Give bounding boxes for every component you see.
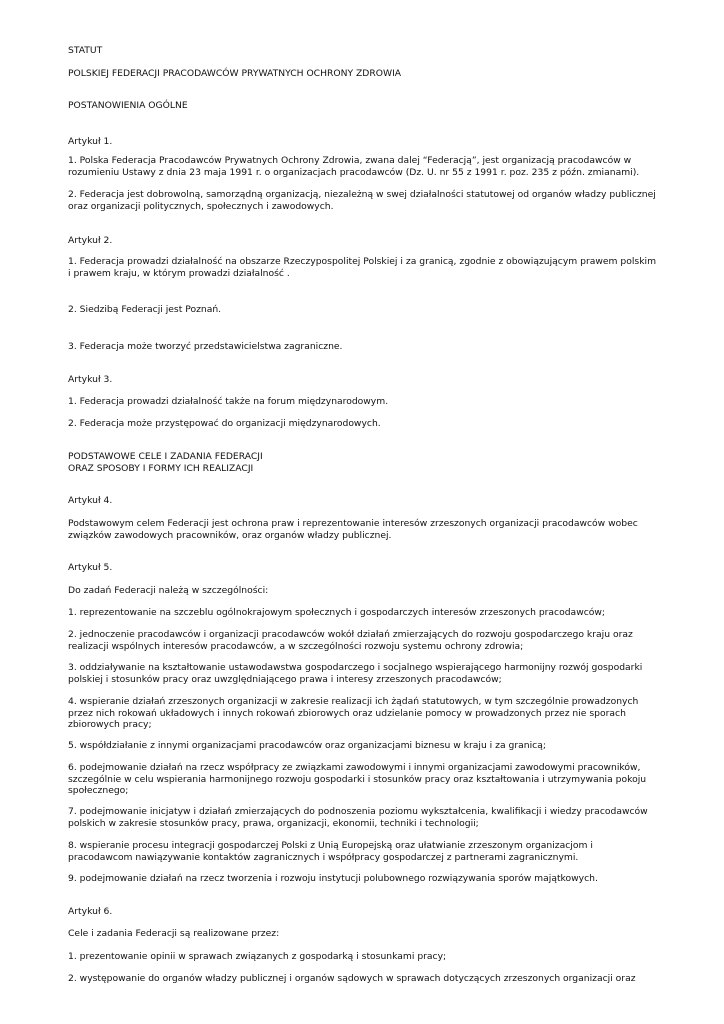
article-6-heading: Artykuł 6. — [68, 906, 113, 917]
article-5-item-7: 7. podejmowanie inicjatyw i działań zmierzających do podnoszenia poziomu wykształcenia, kwalifikacji i wiedzy pracodawców polskich w zakresie stosunków pracy, prawa, organizacji, ekonomii, techniki i technologii; — [68, 806, 648, 829]
article-4-paragraph-1: Podstawowym celem Federacji jest ochrona praw i reprezentowanie interesów zrzeszonych organizacji pracodawców wobec związków zawodowych pracowników, oraz organów władzy publicznej. — [68, 518, 638, 541]
article-3-paragraph-1: 1. Federacja prowadzi działalność także na forum międzynarodowym. — [68, 396, 389, 407]
article-6-intro: Cele i zadania Federacji są realizowane przez: — [68, 928, 280, 939]
article-5-item-1: 1. reprezentowanie na szczeblu ogólnokrajowym społecznych i gospodarczych interesów zrzeszonych pracodawców; — [68, 607, 605, 618]
document-subtitle: POLSKIEJ FEDERACJI PRACODAWCÓW PRYWATNYCH OCHRONY ZDROWIA — [68, 68, 402, 79]
article-6-item-1: 1. prezentowanie opinii w sprawach związanych z gospodarką i stosunkami pracy; — [68, 951, 447, 962]
article-3-heading: Artykuł 3. — [68, 374, 113, 385]
article-5-item-4: 4. wspieranie działań zrzeszonych organizacji w zakresie realizacji ich żądań statutowych, w tym szczególnie prowadzonych przez nich rokowań układowych i innych rokowań zbiorowych oraz udzielanie pomocy w prowadzonych przez nie sporach zbiorowych pracy; — [68, 696, 639, 730]
section-heading-goals-line-1: PODSTAWOWE CELE I ZADANIA FEDERACJI — [68, 451, 263, 462]
article-1-paragraph-2: 2. Federacja jest dobrowolną, samorządną organizacją, niezależną w swej działalności statutowej od organów władzy publicznej oraz organizacji politycznych, społecznych i zawodowych. — [68, 189, 656, 212]
section-heading-goals-line-2: ORAZ SPOSOBY I FORMY ICH REALIZACJI — [68, 463, 254, 474]
article-5-item-9: 9. podejmowanie działań na rzecz tworzenia i rozwoju instytucji polubownego rozwiązywania sporów majątkowych. — [68, 873, 598, 884]
article-5-item-2: 2. jednoczenie pracodawców i organizacji pracodawców wokół działań zmierzających do rozwoju gospodarczego kraju oraz realizacji wspólnych interesów pracodawców, a w szczególności rozwoju systemu ochrony zdrowia; — [68, 629, 633, 652]
article-3-paragraph-2: 2. Federacja może przystępować do organizacji międzynarodowych. — [68, 418, 381, 429]
article-5-item-3: 3. oddziaływanie na kształtowanie ustawodawstwa gospodarczego i socjalnego wspierającego harmonijny rozwój gospodarki polskiej i stosunków pracy oraz uwzględniającego prawa i interesy zrzeszonych pracodawców; — [68, 662, 643, 685]
article-4-heading: Artykuł 4. — [68, 495, 113, 506]
article-2-paragraph-2: 2. Siedzibą Federacji jest Poznań. — [68, 304, 222, 315]
article-1-heading: Artykuł 1. — [68, 136, 113, 147]
article-5-item-6: 6. podejmowanie działań na rzecz współpracy ze związkami zawodowymi i innymi organizacjami zawodowymi pracowników, szczególnie w celu wspierania harmonijnego rozwoju gospodarki i stosunków pracy oraz kształtowania i utrzymywania pokoju społecznego; — [68, 762, 647, 796]
section-heading-general: POSTANOWIENIA OGÓLNE — [68, 100, 188, 111]
article-6-item-2: 2. występowanie do organów władzy publicznej i organów sądowych w sprawach dotyczących zrzeszonych organizacji oraz — [68, 973, 636, 984]
article-2-paragraph-1: 1. Federacja prowadzi działalność na obszarze Rzeczypospolitej Polskiej i za granicą, zgodnie z obowiązującym prawem polskim i prawem kraju, w którym prowadzi działalność . — [68, 256, 657, 279]
article-2-heading: Artykuł 2. — [68, 235, 113, 246]
article-5-heading: Artykuł 5. — [68, 562, 113, 573]
article-5-item-5: 5. współdziałanie z innymi organizacjami pracodawców oraz organizacjami biznesu w kraju i za granicą; — [68, 740, 546, 751]
article-5-intro: Do zadań Federacji należą w szczególności: — [68, 585, 269, 596]
article-5-item-8: 8. wspieranie procesu integracji gospodarczej Polski z Unią Europejską oraz ułatwianie zrzeszonym organizacjom i pracodawcom nawiązywanie kontaktów zagranicznych i współpracy gospodarczej z partnerami zagranicznymi. — [68, 840, 593, 863]
article-2-paragraph-3: 3. Federacja może tworzyć przedstawicielstwa zagraniczne. — [68, 341, 343, 352]
document-title: STATUT — [68, 45, 103, 56]
article-1-paragraph-1: 1. Polska Federacja Pracodawców Prywatnych Ochrony Zdrowia, zwana dalej “Federacją”, jest organizacją pracodawców w rozumieniu Ustawy z dnia 23 maja 1991 r. o organizacjach pracodawców (Dz. U. nr 55 z 1991 r. poz. 235 z późn. zmianami). — [68, 155, 640, 178]
